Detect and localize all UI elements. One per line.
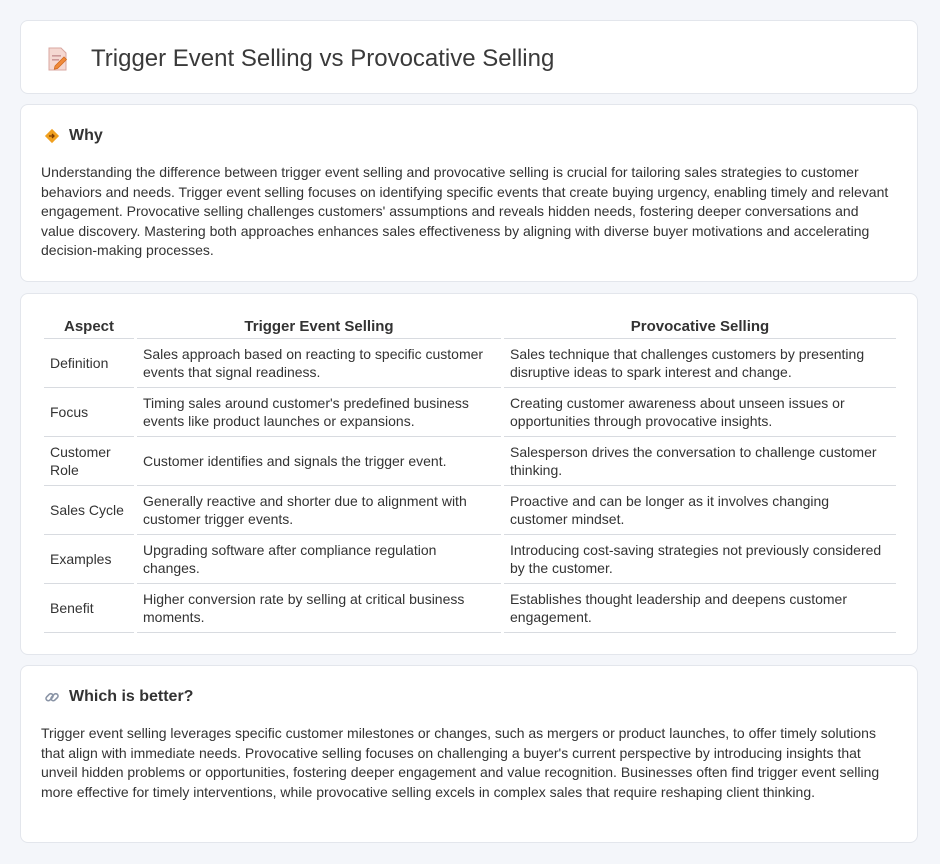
link-icon bbox=[43, 688, 61, 706]
table-header-row bbox=[44, 314, 896, 339]
row-trigger: Sales approach based on reacting to specific customer events that signal readiness. bbox=[137, 339, 501, 388]
row-aspect: Sales Cycle bbox=[44, 486, 134, 535]
row-aspect: Focus bbox=[44, 388, 134, 437]
why-paragraph: Understanding the difference between trigger event selling and provocative selling is crucial for tailoring sales strategies to customer behaviors and needs. Trigger event selling focuses on identifying specific events that create buying urgency, enabling timely and relevant engagement. Provocative selling challenges customers' assumptions and reveals hidden needs, fostering deeper conversations and value discovery. Mastering both approaches enhances sales effectiveness by aligning with diverse buyer motivations and accelerating decision-making processes. bbox=[41, 164, 889, 259]
row-provocative: Proactive and can be longer as it involves changing customer mindset. bbox=[504, 486, 896, 535]
row-provocative: Establishes thought leadership and deepens customer engagement. bbox=[504, 584, 896, 633]
why-title: Why bbox=[69, 127, 103, 144]
row-provocative: Creating customer awareness about unseen issues or opportunities through provocative insights. bbox=[504, 388, 896, 437]
row-trigger: Timing sales around customer's predefined business events like product launches or expansions. bbox=[137, 388, 501, 437]
why-section bbox=[20, 104, 918, 282]
header-aspect: Aspect bbox=[44, 314, 134, 339]
row-provocative: Salesperson drives the conversation to challenge customer thinking. bbox=[504, 437, 896, 486]
page-title: Trigger Event Selling vs Provocative Selling bbox=[91, 45, 555, 72]
table-row bbox=[44, 535, 896, 584]
document-edit-icon bbox=[47, 46, 69, 72]
table-row bbox=[44, 486, 896, 535]
table-row bbox=[44, 584, 896, 633]
row-trigger: Customer identifies and signals the trigger event. bbox=[137, 437, 501, 486]
row-aspect: Definition bbox=[44, 339, 134, 388]
header-card bbox=[20, 20, 918, 94]
row-provocative: Sales technique that challenges customers by presenting disruptive ideas to spark interest and change. bbox=[504, 339, 896, 388]
row-trigger: Generally reactive and shorter due to alignment with customer trigger events. bbox=[137, 486, 501, 535]
row-trigger: Upgrading software after compliance regulation changes. bbox=[137, 535, 501, 584]
comparison-table bbox=[41, 314, 899, 633]
row-aspect: Benefit bbox=[44, 584, 134, 633]
diamond-direction-icon bbox=[43, 127, 61, 145]
table-row bbox=[44, 339, 896, 388]
comparison-section bbox=[20, 293, 918, 655]
which-is-better-section bbox=[20, 665, 918, 843]
table-row bbox=[44, 437, 896, 486]
row-provocative: Introducing cost-saving strategies not previously considered by the customer. bbox=[504, 535, 896, 584]
header-trigger-event-selling: Trigger Event Selling bbox=[137, 314, 501, 339]
table-row bbox=[44, 388, 896, 437]
row-aspect: Customer Role bbox=[44, 437, 134, 486]
row-trigger: Higher conversion rate by selling at critical business moments. bbox=[137, 584, 501, 633]
row-aspect: Examples bbox=[44, 535, 134, 584]
header-provocative-selling: Provocative Selling bbox=[504, 314, 896, 339]
which-is-better-title: Which is better? bbox=[69, 688, 194, 705]
which-is-better-paragraph: Trigger event selling leverages specific customer milestones or changes, such as mergers or product launches, to offer timely solutions that align with immediate needs. Provocative selling focuses on challenging a buyer's current perspective by introducing insights that unveil hidden problems or opportunities, fostering deeper engagement and value recognition. Businesses often find trigger event selling more effective for timely interventions, while provocative selling excels in complex sales that require reshaping client thinking. bbox=[41, 725, 880, 800]
